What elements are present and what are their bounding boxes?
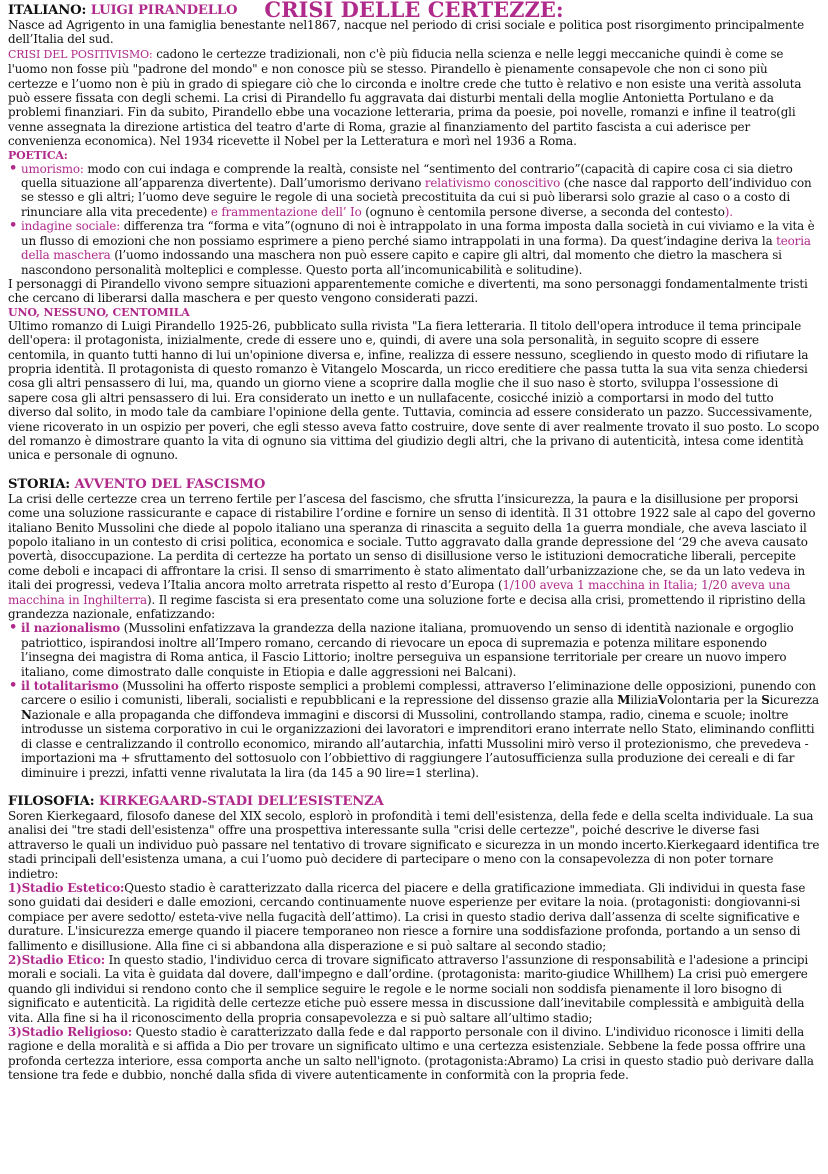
mvsn-word-1: ilizia — [630, 693, 658, 708]
storia-list — [8, 621, 820, 779]
totalitarismo-text: (Mussolini ha offerto risposte semplici a problemi complessi, attraverso l’eliminazione delle opposizioni, punendo con carcere o esilio i comunisti, liberali, socialisti e repubblicani e la repressione del dissenso grazie alla — [21, 679, 816, 708]
mvsn-word-3: icurezza — [769, 693, 819, 708]
poetica-list — [8, 162, 820, 277]
section-gap — [8, 463, 820, 477]
mvsn-initial-m: M — [617, 693, 631, 708]
stadio-religioso — [8, 1025, 820, 1083]
storia-topic: AVVENTO DEL FASCISMO — [74, 476, 266, 492]
mvsn-initial-n: N — [21, 707, 32, 722]
mvsn-initial-s: S — [761, 693, 770, 708]
storia-heading — [8, 477, 820, 492]
nazionalismo-term: il nazionalismo — [21, 621, 121, 636]
umorismo-text: modo con cui indaga e comprende la realtà, consiste nel “sentimento del contrario”(capacità di capire cosa ci sia dietro quella situazione all’apparenza divertente). Dall’umorismo derivano — [21, 161, 793, 191]
frammentazione-close: ). — [724, 204, 733, 219]
list-item-indagine — [21, 219, 820, 277]
indagine-text: differenza tra “forma e vita”(ognuno di noi è intrappolato in una forma imposta dalla società in cui viviamo e la vita è un flusso di emozioni che non possiamo esprimere a pieno perché siamo intrappolati in una forma). Da quest’indagine deriva la — [21, 219, 815, 248]
frammentazione-text: (ognuno è centomila persone diverse, a seconda del contesto — [361, 204, 725, 219]
personaggi-paragraph: I personaggi di Pirandello vivono sempre situazioni apparentemente comiche e divertenti, ma sono personaggi fondamentalmente tristi che cercano di liberarsi dalla maschera e per questo vengono considerati pazzi. — [8, 276, 808, 306]
filosofia-topic: KIRKEGAARD-STADI DELL’ESISTENZA — [98, 793, 384, 809]
etico-text: In questo stadio, l'individuo cerca di trovare significato attraverso l'assunzione di responsabilità e l'adesione a principi morali e sociali. La vita è guidata dal dovere, dall'impegno e dall’ordine. (protagonista: marito-giudice Whillhem) La crisi può emergere quando gli individui si rendono conto che il semplice seguire le regole e le norme sociali non soddisfa pienamente il loro bisogno di significato e autenticità. La rigidità delle certezze etiche può essere messa in discussione dall’inevitabile complessità e ambiguità della vita. Alla fine si ha il riconoscimento della propria consapevolezza e si può saltare all’ultimo stadio; — [8, 952, 808, 1025]
crisi-positivismo-label: CRISI DEL POSITIVISMO: — [8, 47, 153, 61]
maschera-term: teoria della maschera — [21, 233, 811, 263]
storia-paragraph — [8, 492, 820, 622]
romanzo-heading: UNO, NESSUNO, CENTOMILA — [8, 305, 190, 319]
umorismo-term: umorismo: — [21, 161, 84, 176]
frammentazione-term: e frammentazione dell’ Io — [207, 204, 362, 219]
crisi-positivismo-text: cadono le certezze tradizionali, non c'è più fiducia nella scienza e nelle leggi meccaniche quindi è come se l'uomo non fosse più "padrone del mondo" e non conosce più se stesso. Pirandello è pienamente consapevole che non ci sono più certezze e l’uomo non è più in grado di spiegare ciò che lo circonda e inoltre crede che tutto è relativo e non esiste una verità assoluta può essere fissata con degli schemi. La crisi di Pirandello fu aggravata dai disturbi mentali della moglie Antonietta Portulano e da problemi finanziari. Fin da subito, Pirandello ebbe una vocazione letteraria, prima da poesie, poi novelle, romanzi e infine il teatro(gli venne assegnata la direzione artistica del teatro d'arte di Roma, grazie al finanziamento del partito fascista a cui aderisce per convenienza economica). Nel 1934 ricevette il Nobel per la Letteratura e morì nel 1936 a Roma. — [8, 46, 802, 149]
italiano-intro: Nasce ad Agrigento in una famiglia benestante nel1867, nacque nel periodo di crisi sociale e politica post risorgimento principalmente dell’Italia del sud. — [8, 18, 804, 47]
filosofia-heading — [8, 794, 820, 809]
list-item-nazionalismo — [21, 621, 820, 679]
nazionalismo-text: (Mussolini enfatizzava la grandezza della nazione italiana, promuovendo un senso di identità nazionale e orgoglio patriottico, ispirandosi inoltre all’Impero romano, cercando di rievocare un epoca di supremazia e potenza militare esponendo l’insegna dei magistra di Roma antica, il Fascio Littorio; inoltre perseguiva un espansione territoriale per creare un nuovo impero italiano, come dimostrato dalle conquiste in Etiopia e dalle aggressioni nei Balcani). — [21, 621, 794, 679]
religioso-text: Questo stadio è caratterizzato dalla fede e dal rapporto personale con il divino. L'individuo riconosce i limiti della ragione e della moralità e si affida a Dio per trovare un significato ultimo e una certezza esistenziale. Sebbene la fede possa offrire una profonda certezza interiore, essa comporta anche un salto nell'ignoto. (protagonista:Abramo) La crisi in questo stadio può derivare dalla tensione tra fede e dubbio, nonché dalla sfida di vivere autenticamente in conformità con la propria fede. — [8, 1025, 814, 1083]
relativismo-term: relativismo conoscitivo — [424, 176, 561, 191]
totalitarismo-term: il totalitarismo — [21, 679, 119, 694]
religioso-label: 3)Stadio Religioso: — [8, 1025, 132, 1039]
etico-label: 2)Stadio Etico: — [8, 952, 105, 967]
stadio-estetico — [8, 881, 820, 953]
filosofia-intro: Soren Kierkegaard, filosofo danese del XIX secolo, esplorò in profondità i temi dell'esistenza, della fede e della scelta individuale. La sua analisi dei "tre stadi dell'esistenza" offre una prospettiva interessante sulla "crisi delle certezze", poiché descrive le diverse fasi attraverso le quali un individuo può passare nel tentativo di trovare significato e sicurezza in un mondo incerto.Kierkegaard identifica tre stadi principali dell'esistenza umana, a cui l’uomo può decidere di partecipare o meno con la consapevolezza di non poter tornare indietro: — [8, 808, 820, 881]
relativismo-text: (che nasce dal rapporto dell’individuo con se stesso e gli altri; l’uomo deve seguire le regole di una società precostituita da cui si può liberarsi solo grazie al caso o a costo di rinunciare alla vita precedente) — [21, 176, 812, 219]
maschera-text: (l’uomo indossando una maschera non può essere capito e capire gli altri, dal momento che dietro la maschera si nascondono personalità molteplici e complesse. Questo porta all’incomunicabilità e solitudine). — [21, 248, 782, 277]
estetico-text: Questo stadio è caratterizzato dalla ricerca del piacere e della gratificazione immediata. Gli individui in questa fase sono guidati dai desideri e dalle emozioni, cercando continuamente nuove esperienze per evitare la noia. (protagonisti: dongiovanni-si compiace per avere sedotto/ esteta-vive nella fugacità dell’attimo). La crisi in questo stadio deriva dall’assenza di scelte significative e durature. L'insicurezza emerge quando il piacere temporaneo non riesce a fornire una soddisfazione profonda, portando a un senso di fallimento e disillusione. Alla fine ci si abbandona alla disperazione e si può saltare al secondo stadio; — [8, 880, 806, 953]
section-italiano — [8, 3, 820, 463]
crisi-positivismo-paragraph — [8, 47, 820, 149]
storia-label: STORIA: — [8, 476, 71, 492]
stadio-etico — [8, 953, 820, 1025]
romanzo-paragraph: Ultimo romanzo di Luigi Pirandello 1925-26, pubblicato sulla rivista "La fiera letteraria. Il titolo dell'opera introduce il tema principale dell'opera: il protagonista, inizialmente, crede di essere uno e, quindi, di avere una sola personalità, in seguito scopre di essere centomila, in quanto tutti hanno di lui un'opinione diversa e, infine, realizza di essere nessuno, scegliendo in questo modo di rifiutare la propria identità. Il protagonista di questo romanzo è Vitangelo Moscarda, un ricco ereditiere che passa tutta la sua vita senza chiedersi cosa gli altri pensassero di lui, ma, quando un giorno viene a scoprire dalla moglie che il suo naso è storto, sviluppa l'ossessione di sapere cosa gli altri pensassero di lui. Era considerato un inetto e un nullafacente, cosicché iniziò a comportarsi in modo del tutto diverso dal solito, in modo tale da cambiare l'opinione della gente. Tuttavia, comincia ad essere considerato un pazzo. Successivamente, viene ricoverato in un ospizio per poveri, che egli stesso aveva fatto costruire, dove sente di aver realmente trovato il suo posto. Lo scopo del romanzo è dimostrare quanto la vita di ognuno sia vittima del giudizio degli altri, che la privano di autenticità, intesa come identità unica e personale di ognuno. — [8, 318, 820, 463]
estetico-label: 1)Stadio Estetico: — [8, 880, 125, 895]
totalitarismo-text-b: e alla propaganda che diffondeva immagini e discorsi di Mussolini, controllando stampa, radio, cinema e scuole; inoltre introdusse un sistema corporativo in cui le organizzazioni dei lavoratori e imprenditori erano interrate nello Stato, eliminando conflitti di classe e centralizzando il controllo economico, mirando all’autarchia, infatti Mussolini mirò verso il protezionismo, che prevedeva - importazioni ma + sfruttamento del sottosuolo con l’obbiettivo di raggiungere l’autosufficienza sulla produzione dei cereali e di far diminuire i prezzi, infatti venne rivalutata la lira (da 145 a 90 lire=1 sterlina). — [21, 707, 815, 780]
list-item-totalitarismo — [21, 679, 820, 780]
indagine-term: indagine sociale: — [21, 219, 121, 234]
list-item-umorismo — [21, 162, 820, 220]
section-gap — [8, 780, 820, 794]
mvsn-word-2: olontaria per la — [666, 693, 762, 708]
poetica-heading: POETICA: — [8, 148, 68, 162]
storia-stat: 1/100 aveva 1 macchina in Italia; 1/20 aveva una macchina in Inghilterra — [8, 578, 791, 607]
page-title: CRISI DELLE CERTEZZE: — [264, 0, 564, 22]
section-storia — [8, 477, 820, 780]
storia-text-a: La crisi delle certezze crea un terreno fertile per l’ascesa del fascismo, che sfrutta l’insicurezza, la paura e la disillusione per proporsi come una soluzione rassicurante e capace di ristabilire l’ordine e fornire un senso di identità. Il 31 ottobre 1922 sale al capo del governo italiano Benito Mussolini che diede al popolo italiano una speranza di rinascita a seguito della 1a guerra mondiale, che aveva lasciato il popolo italiano in un contesto di crisi politica, economica e sociale. Tutto aggravato dalla grande depressione del ‘29 che aveva causato povertà, disoccupazione. La perdita di certezze ha portato un senso di disillusione verso le istituzioni democratiche liberali, percepite come deboli e incapaci di affrontare la crisi. Il senso di smarrimento è stato alimentato dall’urbanizzazione che, se da un lato vedeva in itali dei progressi, vedeva l’Italia ancora molto arretrata rispetto al resto d’Europa ( — [8, 491, 816, 593]
italiano-label: ITALIANO: — [8, 3, 87, 18]
storia-text-b: ). Il regime fascista si era presentato come una soluzione forte e decisa alla crisi, promettendo il ripristino della grandezza nazionale, enfatizzando: — [8, 592, 806, 622]
section-filosofia — [8, 794, 820, 1083]
filosofia-label: FILOSOFIA: — [8, 793, 95, 809]
mvsn-initial-v: V — [657, 693, 667, 708]
italiano-author: LUIGI PIRANDELLO — [90, 3, 238, 18]
mvsn-word-4: azionale — [31, 707, 81, 722]
